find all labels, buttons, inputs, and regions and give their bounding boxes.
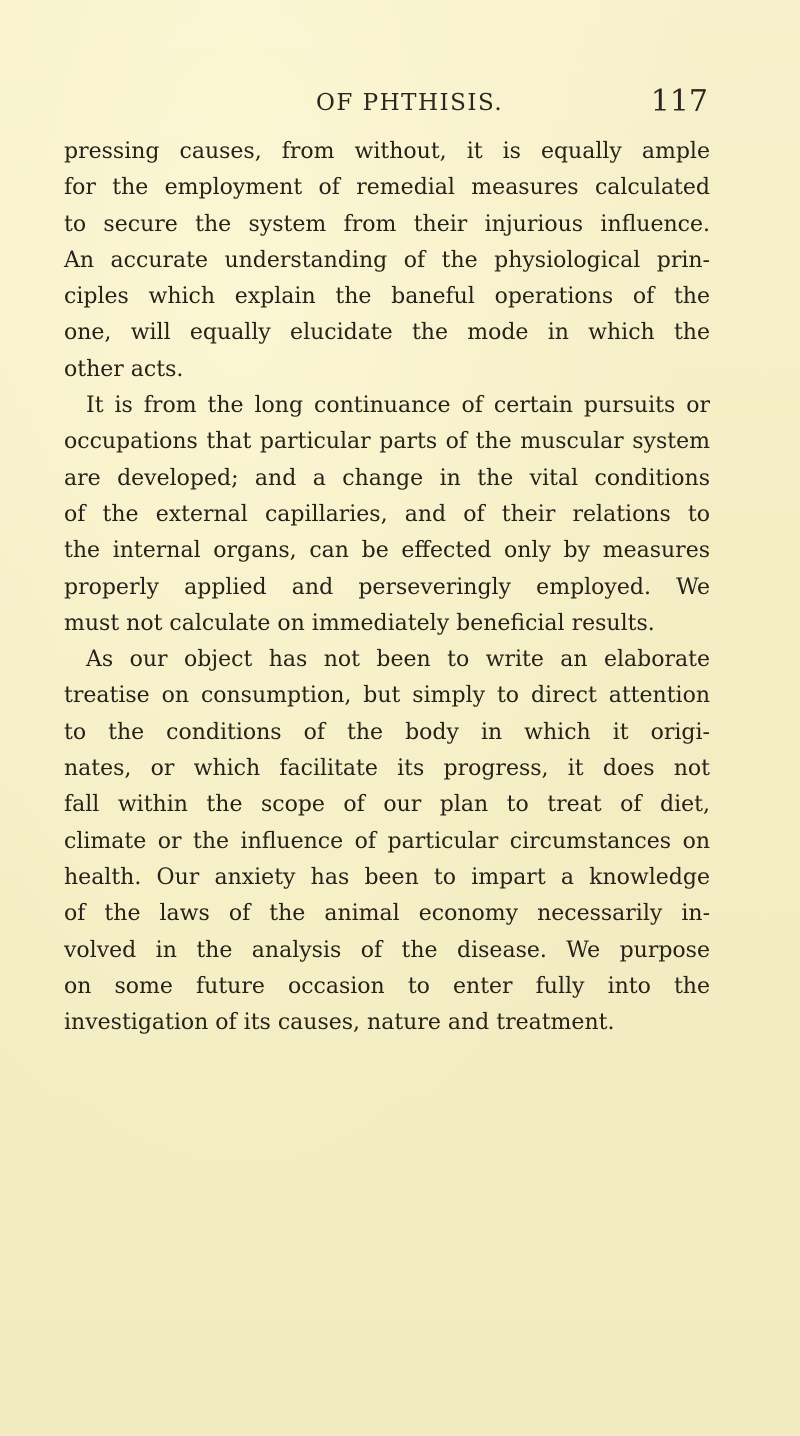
text-line: for the employment of remedial measures calculated (64, 175, 710, 201)
text-line: nates, or which facilitate its progress, it does not (64, 756, 710, 782)
text-line: treatise on consumption, but simply to direct attention (64, 683, 710, 709)
text-line: occupations that particular parts of the muscular system (64, 429, 710, 455)
text-line: volved in the analysis of the disease. We purpose (64, 937, 710, 963)
body-text (64, 134, 710, 1041)
text-line: pressing causes, from without, it is equally ample (64, 139, 710, 164)
text-line: An accurate understanding of the physiological prin- (64, 247, 710, 273)
text-line: ciples which explain the baneful operations of the (64, 284, 710, 310)
text-line: It is from the long continuance of certain pursuits or (86, 393, 710, 419)
page-number: 117 (650, 84, 708, 119)
text-line: As our object has not been to write an elaborate (86, 647, 710, 673)
text-line: of the laws of the animal economy necessarily in- (64, 901, 710, 927)
text-line: on some future occasion to enter fully into the (64, 973, 710, 999)
text-line: fall within the scope of our plan to treat of diet, (64, 792, 710, 818)
text-line: one, will equally elucidate the mode in which the (64, 320, 710, 346)
text-line: health. Our anxiety has been to impart a knowledge (64, 864, 710, 890)
running-title: OF PHTHISIS. (316, 90, 504, 116)
text-line: to secure the system from their injurious influence. (64, 211, 710, 237)
running-head (0, 84, 800, 124)
text-line: must not calculate on immediately beneficial results. (64, 610, 655, 636)
text-line: to the conditions of the body in which it origi- (64, 719, 710, 745)
text-line: investigation of its causes, nature and treatment. (64, 1010, 615, 1036)
text-line: are developed; and a change in the vital conditions (64, 465, 710, 491)
text-line: other acts. (64, 356, 184, 382)
text-line: of the external capillaries, and of their relations to (64, 501, 710, 527)
text-line: properly applied and perseveringly employed. We (64, 574, 710, 600)
text-line: the internal organs, can be effected only by measures (64, 538, 710, 564)
text-line: climate or the influence of particular circumstances on (64, 828, 710, 854)
